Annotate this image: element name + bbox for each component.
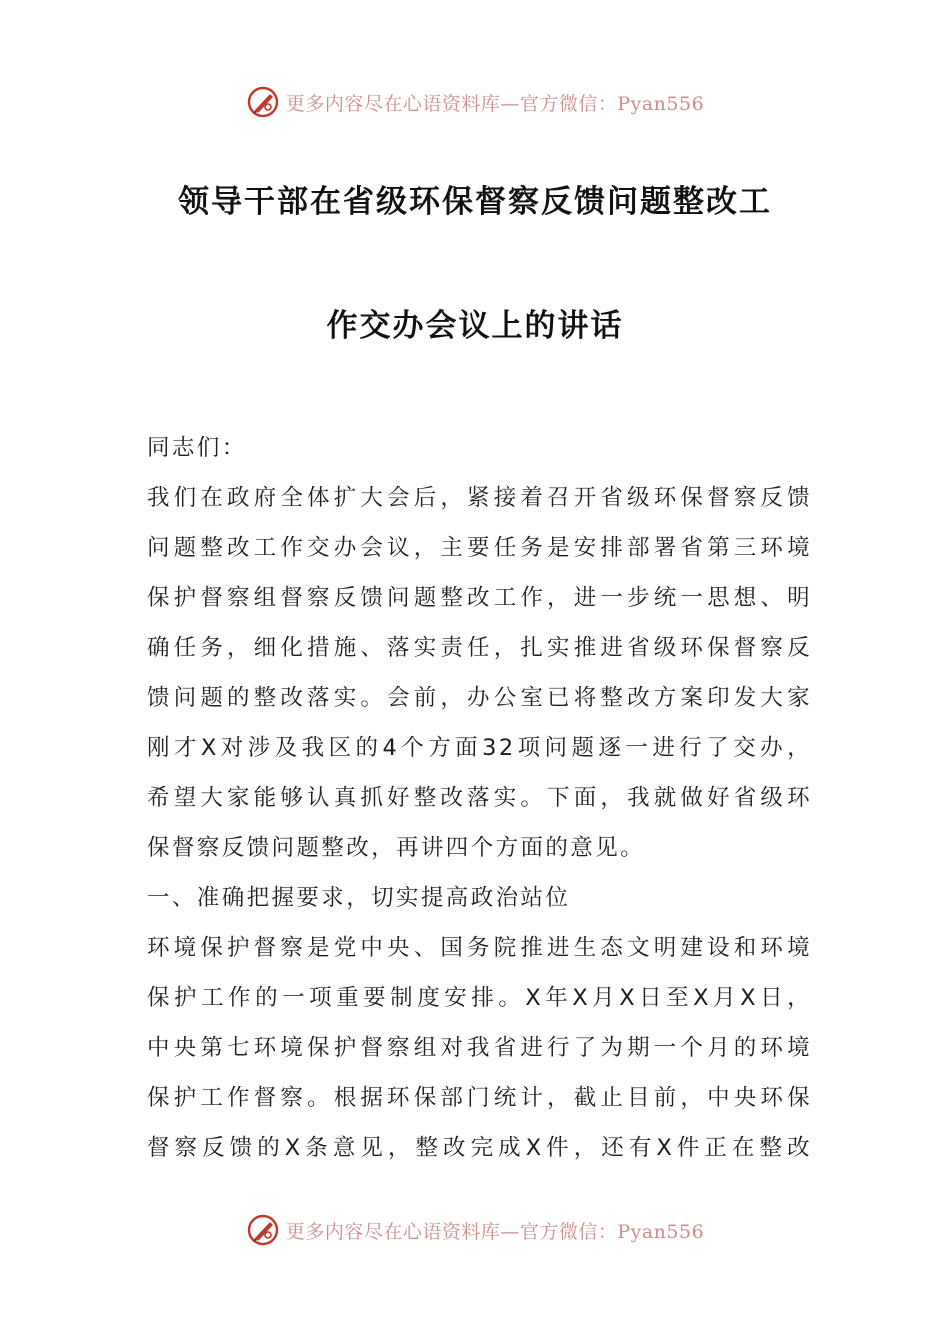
- body-line: 保护工作的一项重要制度安排。X年X月X日至X月X日，: [147, 985, 812, 1011]
- body-line: 中央第七环境保护督察组对我省进行了为期一个月的环境: [147, 1035, 812, 1061]
- footer-watermark: [0, 1210, 950, 1250]
- document-title-line-2: 作交办会议上的讲话: [326, 308, 624, 344]
- header-watermark: [0, 82, 950, 122]
- body-line: 我们在政府全体扩大会后，紧接着召开省级环保督察反馈: [147, 485, 812, 511]
- watermark-text: 更多内容尽在心语资料库—官方微信：Pyan556: [285, 92, 705, 115]
- document-body: [147, 428, 812, 1178]
- watermark-text: 更多内容尽在心语资料库—官方微信：Pyan556: [285, 1220, 705, 1243]
- body-line: 保督察反馈问题整改，再讲四个方面的意见。: [147, 835, 646, 861]
- document-title-line-1: 领导干部在省级环保督察反馈问题整改工: [178, 184, 772, 220]
- body-line: 同志们：: [147, 435, 247, 461]
- body-line: 保护督察组督察反馈问题整改工作，进一步统一思想、明: [147, 585, 812, 611]
- body-line: 环境保护督察是党中央、国务院推进生态文明建设和环境: [147, 935, 812, 961]
- body-line: 确任务，细化措施、落实责任，扎实推进省级环保督察反: [147, 635, 812, 661]
- section-heading: 一、准确把握要求，切实提高政治站位: [147, 885, 571, 911]
- body-line: 馈问题的整改落实。会前，办公室已将整改方案印发大家: [147, 685, 812, 711]
- body-line: 问题整改工作交办会议，主要任务是安排部署省第三环境: [147, 535, 812, 561]
- body-line: 刚才X对涉及我区的4个方面32项问题逐一进行了交办，: [147, 735, 812, 761]
- pen-logo-icon: [246, 85, 280, 119]
- body-line: 希望大家能够认真抓好整改落实。下面，我就做好省级环: [147, 785, 812, 811]
- pen-logo-icon: [246, 1213, 280, 1247]
- body-line: 保护工作督察。根据环保部门统计，截止目前，中央环保: [147, 1085, 812, 1111]
- body-line: 督察反馈的X条意见，整改完成X件，还有X件正在整改: [147, 1135, 812, 1161]
